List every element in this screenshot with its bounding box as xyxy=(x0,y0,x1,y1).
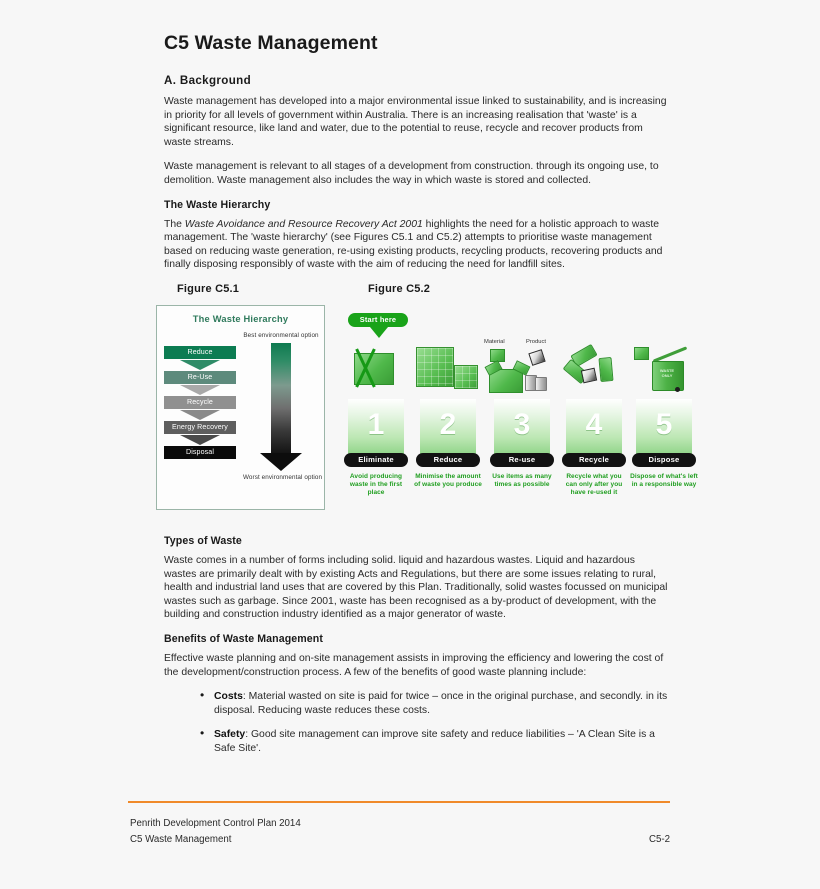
recycle-label: Recycle xyxy=(562,453,626,467)
start-here-badge: Start here xyxy=(348,313,408,327)
bin-wheel-icon xyxy=(675,387,680,392)
hierarchy-step-disposal: Disposal xyxy=(164,446,236,459)
figure-c5-2 xyxy=(342,313,714,509)
act-title-italic: Waste Avoidance and Resource Recovery Act 2001 xyxy=(184,218,423,230)
footer-divider xyxy=(128,801,670,803)
eliminate-label: Eliminate xyxy=(344,453,408,467)
reuse-number-panel xyxy=(494,399,550,464)
dispose-caption: Dispose of what's left in a responsible way xyxy=(630,472,698,489)
figure2-step-5 xyxy=(630,339,698,489)
list-item xyxy=(200,690,670,717)
gradient-arrow-head xyxy=(260,453,302,471)
reduce-number-panel xyxy=(420,399,476,464)
section-heading-benefits: Benefits of Waste Management xyxy=(164,632,323,645)
footer-plan-name: Penrith Development Control Plan 2014 xyxy=(130,818,301,829)
recycle-arrow-right-icon xyxy=(598,357,613,382)
figure-c5-1-body xyxy=(157,324,324,499)
hierarchy-step-recycle: Recycle xyxy=(164,396,236,409)
hierarchy-step-reduce: Reduce xyxy=(164,346,236,359)
reuse-label: Re-use xyxy=(490,453,554,467)
hierarchy-arrow-4-icon xyxy=(180,435,220,445)
bullet-text-safety: : Good site management can improve site safety and reduce liabilities – 'A Clean Site is a Safe Site'. xyxy=(214,729,655,754)
paragraph-background-1: Waste management has developed into a major environmental issue linked to sustainability, and is increasing in priority for all levels of government within Australia. There is an increasing realisation that 'waste' is a significant resource, like land and water, due to the potential to reuse, recycle and recover products from waste streams. xyxy=(164,96,667,148)
recycle-number-panel xyxy=(566,399,622,464)
reduce-number: 2 xyxy=(439,407,457,441)
figures-container xyxy=(164,305,698,521)
figure-c5-1 xyxy=(156,305,325,510)
best-environmental-option-label: Best environmental option xyxy=(243,331,319,339)
gradient-arrow-icon xyxy=(243,343,319,471)
dispose-artwork xyxy=(630,339,698,399)
material-label: Material xyxy=(484,338,505,345)
gradient-arrow-shaft xyxy=(271,343,291,455)
paragraph-background-2: Waste management is relevant to all stages of a development from construction. through its ongoing use, to demolition. Waste management also includes the way in which waste is stored and collected. xyxy=(164,161,659,186)
recycle-artwork xyxy=(560,339,628,399)
recycle-number: 4 xyxy=(585,407,603,441)
figure-captions-row xyxy=(164,283,670,305)
reuse-number: 3 xyxy=(513,407,531,441)
reduce-label: Reduce xyxy=(416,453,480,467)
list-item xyxy=(200,728,670,755)
figure2-step-1 xyxy=(342,339,410,498)
dispose-number-panel xyxy=(636,399,692,464)
hierarchy-step-re-use: Re-Use xyxy=(164,371,236,384)
hierarchy-text-pre: The xyxy=(164,218,185,230)
product-label: Product xyxy=(526,338,546,345)
section-heading-background: A. Background xyxy=(164,74,252,87)
eliminate-number: 1 xyxy=(367,407,385,441)
eliminate-number-panel xyxy=(348,399,404,464)
hierarchy-arrow-3-icon xyxy=(180,410,220,420)
canister-2-icon xyxy=(535,377,547,391)
start-here-arrow-icon xyxy=(370,327,388,338)
figure-caption-c5-2: Figure C5.2 xyxy=(368,282,431,295)
recycle-caption: Recycle what you can only after you have re-used it xyxy=(565,472,623,497)
reuse-artwork xyxy=(484,338,556,399)
section-heading-waste-hierarchy: The Waste Hierarchy xyxy=(164,198,271,211)
footer-page-number: C5-2 xyxy=(649,834,670,845)
small-cube-stack-icon xyxy=(454,365,478,389)
environmental-option-gradient xyxy=(243,331,323,481)
paragraph-benefits-1: Effective waste planning and on-site management assists in improving the efficiency and lowering the cost of the development/construction process. A few of the benefits of good waste planning include: xyxy=(164,652,664,678)
large-cube-stack-icon xyxy=(416,347,454,387)
page-footer xyxy=(130,816,670,848)
eliminate-artwork xyxy=(342,339,410,399)
footer-section-name: C5 Waste Management xyxy=(130,834,232,845)
figure2-step-3 xyxy=(484,338,556,489)
section-heading-types-of-waste: Types of Waste xyxy=(164,534,242,547)
hierarchy-arrow-1-icon xyxy=(180,360,220,370)
worst-environmental-option-label: Worst environmental option xyxy=(243,473,323,481)
bullet-text-costs: : Material wasted on site is paid for twice – once in the original purchase, and secondly. in its disposal. Reducing waste reduces these costs. xyxy=(214,691,668,716)
paragraph-types-1: Waste comes in a number of forms including solid. liquid and hazardous wastes. Liquid and hazardous wastes are primarily dealt with by existing Acts and Regulations, but there are some issues relating to rural, health and industrial land uses that are covered by this Plan. Traditionally, solid wastes focussed on municipal wastes such as garbage. Since 2001, waste has been recognised as a by-product of development, with the building and construction industry identified as a major generator of waste. xyxy=(164,554,668,621)
figure2-step-4 xyxy=(560,339,628,498)
benefits-list xyxy=(164,690,670,755)
figure-c5-1-title: The Waste Hierarchy xyxy=(192,313,289,324)
dispose-number: 5 xyxy=(655,407,673,441)
product-box-icon xyxy=(528,349,545,366)
hierarchy-arrow-2-icon xyxy=(180,385,220,395)
waste-hierarchy-steps xyxy=(164,346,236,459)
footer-line-1 xyxy=(130,816,670,832)
eliminate-caption: Avoid producing waste in the first place xyxy=(349,472,403,497)
dispose-label: Dispose xyxy=(632,453,696,467)
figure-caption-c5-1: Figure C5.1 xyxy=(177,282,240,295)
page-content xyxy=(164,32,698,766)
reduce-artwork xyxy=(414,339,482,399)
hierarchy-text-post: highlights the need for a holistic approach to waste management. The 'waste hierarchy' (see Figures C5.1 and C5.2) attempts to prioritise waste management based on reducing waste generation, re-using existing products, recycling products, recovering products and finally disposing responsibly of waste with the aim of reducing the need for landfill sites. xyxy=(164,218,663,271)
figure2-step-2 xyxy=(414,339,482,489)
reduce-caption: Minimise the amount of waste you produce xyxy=(414,472,482,489)
paragraph-hierarchy-1 xyxy=(164,218,670,272)
recycle-item-icon xyxy=(581,368,597,384)
bin-text-label: WASTE ONLY xyxy=(659,367,675,378)
footer-line-2 xyxy=(130,832,670,848)
waste-cube-icon xyxy=(634,347,649,360)
bullet-label-costs: Costs xyxy=(214,691,243,703)
bullet-label-safety: Safety xyxy=(214,729,246,741)
page-title: C5 Waste Management xyxy=(164,32,378,54)
hierarchy-step-energy-recovery: Energy Recovery xyxy=(164,421,236,434)
reuse-caption: Use items as many times as possible xyxy=(492,472,552,489)
